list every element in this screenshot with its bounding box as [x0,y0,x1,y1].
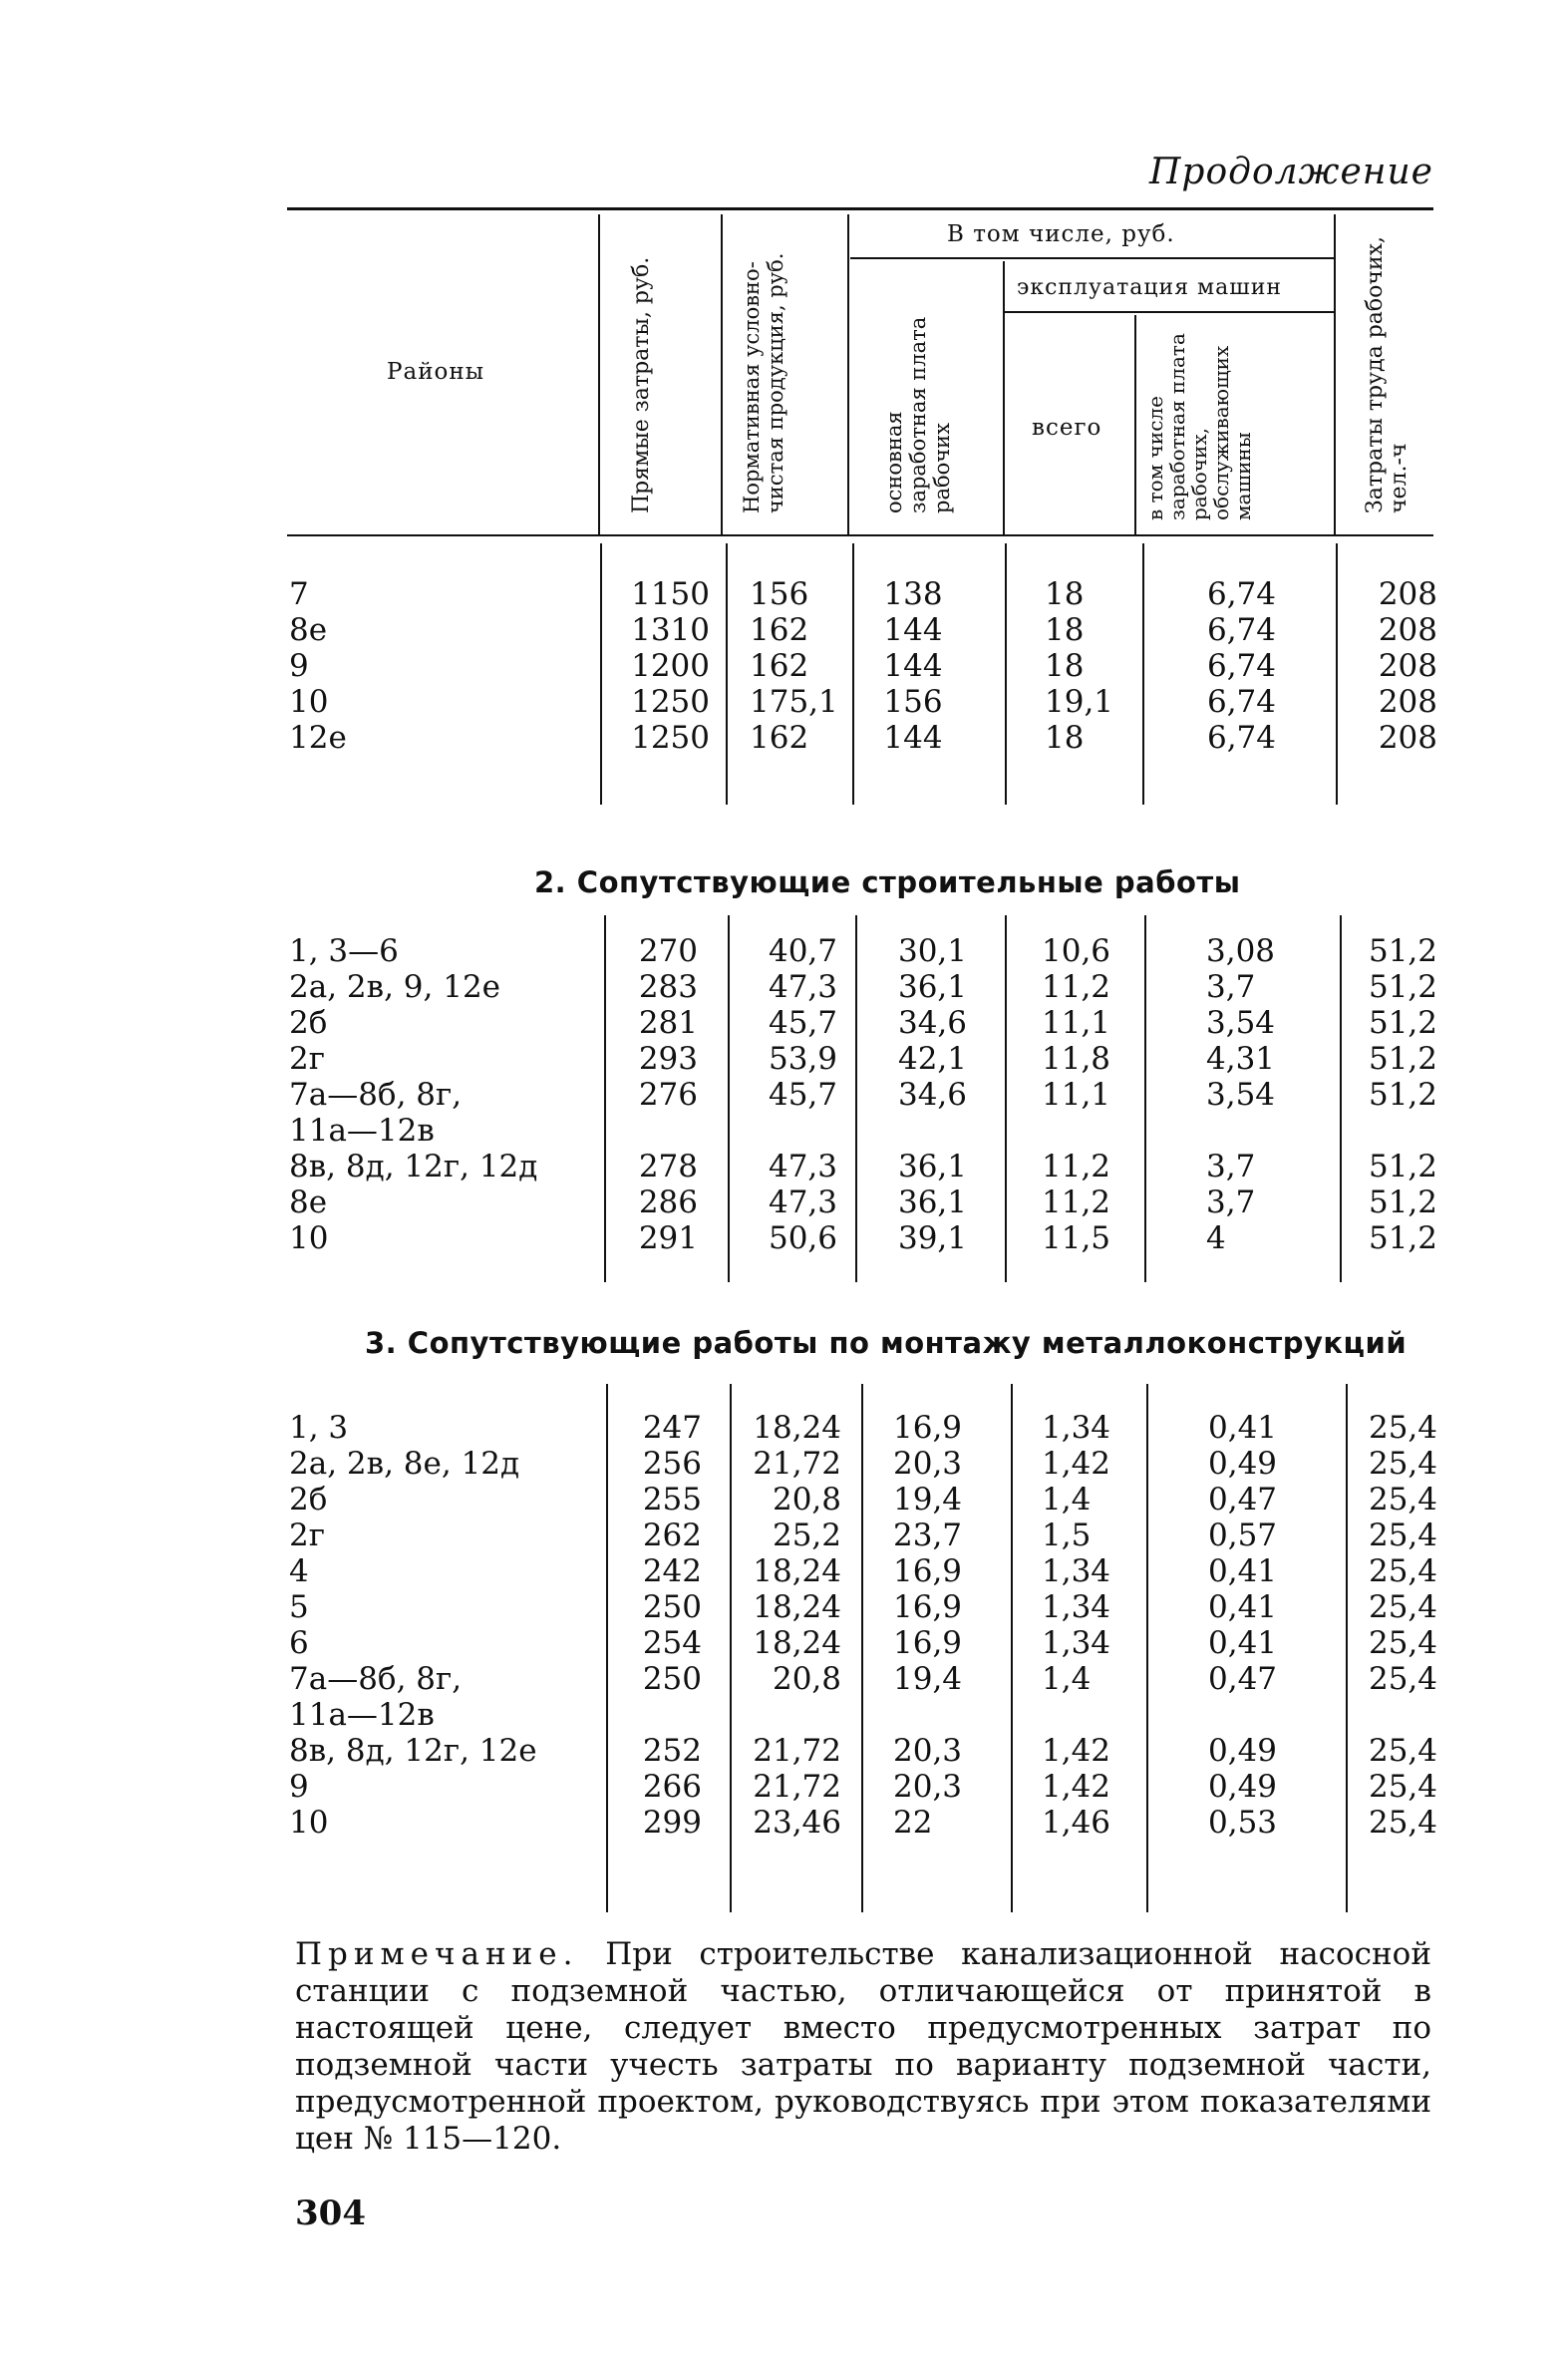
table-cell: 3,7 [1206,1149,1256,1184]
table-cell: 36,1 [897,1149,967,1184]
table-cell: 286 [638,1184,698,1220]
table-cell: 25,4 [1368,1518,1437,1553]
header-machine-wage: в том числе заработная плата рабочих, обслуживающих машины [1143,333,1255,520]
table-cell: 9 [289,1769,309,1805]
table-cell: 278 [638,1149,698,1184]
table-cell: 266 [642,1769,702,1805]
table-cell: 0,41 [1208,1625,1278,1661]
table-cell: 34,6 [897,1077,967,1113]
table-cell: 156 [750,576,809,612]
table-cell: 11а—12в [289,1113,435,1149]
table-cell: 11,2 [1042,1184,1111,1220]
table-cell: 4 [1206,1220,1226,1256]
page-number: 304 [295,2194,366,2233]
table-cell: 0,53 [1208,1805,1278,1841]
table-cell: 11,1 [1042,1005,1111,1041]
table-cell: 156 [883,684,943,720]
machine-rule [1005,311,1334,313]
table-cell: 144 [883,720,943,756]
table-cell: 25,4 [1368,1769,1437,1805]
table-cell: 51,2 [1368,1220,1437,1256]
s2-col-labor [1346,933,1437,1256]
table-cell: 25,4 [1368,1661,1437,1697]
table-cell: 25,4 [1368,1410,1437,1446]
table-cell: 3,7 [1206,1184,1256,1220]
table-cell: 256 [642,1446,702,1482]
table-cell: 25,4 [1368,1805,1437,1841]
table-cell: 3,08 [1206,933,1276,969]
s3-col-wage [893,1410,962,1841]
s3-vline-4 [1011,1384,1013,1912]
header-total: всего [1032,415,1102,441]
s2-col-district [289,933,537,1256]
table-cell: 42,1 [897,1041,967,1077]
s1-vline-3 [852,543,854,805]
table-cell: 20,8 [772,1661,841,1697]
table-cell: 51,2 [1368,1184,1437,1220]
table-cell: 1150 [631,576,710,612]
table-cell: 51,2 [1368,969,1437,1005]
s2-col-normative [738,933,837,1256]
header-vline-6 [1334,214,1336,534]
table-cell: 7а—8б, 8г, [289,1077,463,1113]
table-cell: 25,4 [1368,1482,1437,1518]
table-cell: 283 [638,969,698,1005]
header-district: Районы [387,359,484,385]
s1-col-direct [598,576,710,756]
s1-col-wage [857,576,969,756]
table-cell: 11,2 [1042,969,1111,1005]
table-cell: 1,46 [1042,1805,1111,1841]
table-cell: 247 [642,1410,702,1446]
table-cell: 25,4 [1368,1553,1437,1589]
table-cell: 208 [1378,612,1437,648]
table-cell: 21,72 [753,1446,841,1482]
header-vline-4 [1003,261,1005,534]
table-cell: 6,74 [1206,684,1276,720]
table-cell: 18,24 [753,1625,841,1661]
table-cell: 18 [1045,576,1085,612]
table-cell: 2а, 2в, 9, 12е [289,969,501,1005]
table-cell: 10 [289,684,329,720]
table-cell: 270 [638,933,698,969]
table-cell: 162 [750,612,809,648]
table-cell: 0,49 [1208,1733,1278,1769]
header-vline-2 [721,214,723,534]
table-cell: 6,74 [1206,576,1276,612]
s2-col-machine-total [1042,933,1110,1256]
table-cell: 47,3 [768,1184,837,1220]
table-cell: 8е [289,612,328,648]
table-cell: 3,54 [1206,1005,1276,1041]
table-cell: 1,34 [1042,1625,1111,1661]
table-cell: 51,2 [1368,1041,1437,1077]
table-cell: 34,6 [897,1005,967,1041]
table-cell: 291 [638,1220,698,1256]
table-cell: 1250 [631,720,710,756]
table-cell: 3,7 [1206,969,1256,1005]
table-cell: 1,34 [1042,1553,1111,1589]
header-labor: Затраты труда рабочих, чел.-ч [1363,235,1411,513]
table-cell: 144 [883,648,943,684]
table-cell: 0,49 [1208,1769,1278,1805]
table-cell: 6,74 [1206,720,1276,756]
header-machine-operation: эксплуатация машин [1017,275,1283,300]
table-cell: 20,3 [893,1769,963,1805]
table-cell: 138 [883,576,943,612]
table-cell: 208 [1378,720,1437,756]
s1-col-machine-wage [1146,576,1276,756]
table-cell: 11,2 [1042,1149,1111,1184]
table-cell: 18 [1045,720,1085,756]
table-cell: 162 [750,648,809,684]
table-cell: 2г [289,1518,325,1553]
table-cell: 21,72 [753,1733,841,1769]
footnote-label: Примечание. [295,1936,579,1972]
s1-col-district [289,576,347,756]
header-including: В том числе, руб. [947,221,1175,247]
table-cell: 25,2 [772,1518,841,1553]
table-cell: 36,1 [897,969,967,1005]
table-cell: 11,5 [1042,1220,1111,1256]
table-cell: 4,31 [1206,1041,1276,1077]
s3-vline-5 [1146,1384,1148,1912]
table-cell: 162 [750,720,809,756]
s2-vline-5 [1144,915,1146,1282]
s2-vline-4 [1005,915,1007,1282]
table-cell: 19,4 [893,1661,963,1697]
table-cell: 1,4 [1042,1482,1092,1518]
table-cell: 1, 3—6 [289,933,399,969]
table-cell: 8е [289,1184,328,1220]
table-cell: 53,9 [768,1041,837,1077]
table-cell: 20,3 [893,1733,963,1769]
table-cell: 51,2 [1368,933,1437,969]
table-cell: 1310 [631,612,710,648]
including-rule [850,257,1334,259]
table-cell: 5 [289,1589,309,1625]
table-cell: 51,2 [1368,1149,1437,1184]
table-cell: 1, 3 [289,1410,349,1446]
table-cell: 1,34 [1042,1589,1111,1625]
table-cell: 208 [1378,684,1437,720]
continuation-label: Продолжение [1149,152,1433,192]
table-cell: 18,24 [753,1553,841,1589]
header-bottom-rule [287,534,1433,536]
table-cell: 242 [642,1553,702,1589]
table-cell: 175,1 [750,684,838,720]
table-cell: 25,4 [1368,1733,1437,1769]
table-cell: 262 [642,1518,702,1553]
s3-vline-2 [730,1384,732,1912]
table-cell: 11а—12в [289,1697,435,1733]
table-cell: 1,34 [1042,1410,1111,1446]
table-cell: 25,4 [1368,1446,1437,1482]
table-cell: 45,7 [768,1077,837,1113]
table-cell: 1,4 [1042,1661,1092,1697]
footnote-text: При строительстве канализационной насосной станции с подземной частью, отличающейся от принятой в настоящей цене, следует вместо предусмотренных затрат по подземной части учесть затраты по варианту подземной части, предусмотренной проектом, руководствуясь при этом показателями цен № 115—120. [295,1936,1431,2157]
table-cell: 2б [289,1005,328,1041]
table-cell: 6 [289,1625,309,1661]
s3-col-labor [1346,1410,1437,1841]
table-cell: 2г [289,1041,325,1077]
s3-col-machine-total [1042,1410,1110,1841]
table-cell: 30,1 [897,933,967,969]
table-cell: 2а, 2в, 8е, 12д [289,1446,520,1482]
table-cell: 11,8 [1042,1041,1111,1077]
table-cell: 16,9 [893,1553,963,1589]
table-cell: 1250 [631,684,710,720]
s1-col-labor [1346,576,1437,756]
table-cell: 16,9 [893,1410,963,1446]
table-cell: 16,9 [893,1589,963,1625]
table-cell: 47,3 [768,969,837,1005]
table-cell: 254 [642,1625,702,1661]
table-cell: 0,41 [1208,1410,1278,1446]
table-cell: 276 [638,1077,698,1113]
table-cell: 4 [289,1553,309,1589]
table-cell: 252 [642,1733,702,1769]
table-cell: 19,1 [1045,684,1114,720]
table-cell: 6,74 [1206,648,1276,684]
table-cell: 293 [638,1041,698,1077]
table-cell: 10 [289,1805,329,1841]
s3-col-normative [738,1410,841,1841]
table-cell: 0,49 [1208,1446,1278,1482]
table-cell: 25,4 [1368,1625,1437,1661]
s3-vline-3 [861,1384,863,1912]
s1-vline-4 [1005,543,1007,805]
table-cell: 51,2 [1368,1077,1437,1113]
header-vline-3 [847,214,849,534]
table-cell: 23,7 [893,1518,963,1553]
s2-vline-6 [1340,915,1342,1282]
table-cell: 25,4 [1368,1589,1437,1625]
table-cell: 10 [289,1220,329,1256]
table-cell: 7а—8б, 8г, [289,1661,463,1697]
s1-vline-5 [1142,543,1144,805]
table-cell: 51,2 [1368,1005,1437,1041]
table-cell: 47,3 [768,1149,837,1184]
table-cell: 18,24 [753,1589,841,1625]
table-cell: 8в, 8д, 12г, 12е [289,1733,537,1769]
table-cell: 7 [289,576,309,612]
s2-vline-2 [728,915,730,1282]
table-cell: 39,1 [897,1220,967,1256]
table-cell: 299 [642,1805,702,1841]
table-cell: 20,8 [772,1482,841,1518]
header-vline-1 [598,214,600,534]
s3-col-direct [598,1410,702,1841]
s2-col-wage [867,933,967,1256]
header-vline-5 [1134,315,1136,534]
s3-col-machine-wage [1208,1410,1277,1841]
table-cell: 22 [893,1805,933,1841]
table-cell: 208 [1378,648,1437,684]
table-cell: 18,24 [753,1410,841,1446]
table-cell: 20,3 [893,1446,963,1482]
footnote [295,1936,1431,2158]
table-cell: 0,41 [1208,1589,1278,1625]
header-direct-costs: Прямые затраты, руб. [629,256,654,513]
s1-col-normative [750,576,838,756]
table-cell: 2б [289,1482,328,1518]
header-base-wage: основная заработная плата рабочих [882,316,954,513]
s1-col-machine-total [1045,576,1113,756]
table-cell: 250 [642,1661,702,1697]
table-cell: 11,1 [1042,1077,1111,1113]
table-cell: 10,6 [1042,933,1111,969]
table-cell: 18 [1045,648,1085,684]
table-cell: 281 [638,1005,698,1041]
table-cell: 0,41 [1208,1553,1278,1589]
table-cell: 21,72 [753,1769,841,1805]
table-cell: 1,42 [1042,1769,1111,1805]
table-cell: 250 [642,1589,702,1625]
s2-vline-3 [855,915,857,1282]
table-cell: 3,54 [1206,1077,1276,1113]
table-cell: 12е [289,720,347,756]
table-cell: 1,5 [1042,1518,1092,1553]
table-cell: 144 [883,612,943,648]
table-cell: 50,6 [768,1220,837,1256]
table-cell: 0,57 [1208,1518,1278,1553]
table-cell: 0,47 [1208,1661,1278,1697]
table-cell: 19,4 [893,1482,963,1518]
table-cell: 1,42 [1042,1733,1111,1769]
table-cell: 8в, 8д, 12г, 12д [289,1149,538,1184]
table-cell: 9 [289,648,309,684]
table-cell: 16,9 [893,1625,963,1661]
table-cell: 6,74 [1206,612,1276,648]
s2-col-direct [598,933,698,1256]
table-cell: 255 [642,1482,702,1518]
s1-vline-2 [726,543,728,805]
table-cell: 36,1 [897,1184,967,1220]
table-cell: 23,46 [753,1805,841,1841]
table-cell: 18 [1045,612,1085,648]
table-cell: 208 [1378,576,1437,612]
table-cell: 40,7 [768,933,837,969]
table-cell: 1200 [631,648,710,684]
header-top-rule [287,207,1433,210]
table-cell: 0,47 [1208,1482,1278,1518]
s2-col-machine-wage [1206,933,1275,1256]
header-normative-net: Нормативная условно-чистая продукция, руб. [740,252,787,513]
table-cell: 1,42 [1042,1446,1111,1482]
s3-col-district [289,1410,537,1841]
table-cell: 45,7 [768,1005,837,1041]
section2-title: 2. Сопутствующие строительные работы [534,865,1241,899]
s1-vline-6 [1336,543,1338,805]
section3-title: 3. Сопутствующие работы по монтажу металлоконструкций [365,1326,1408,1360]
